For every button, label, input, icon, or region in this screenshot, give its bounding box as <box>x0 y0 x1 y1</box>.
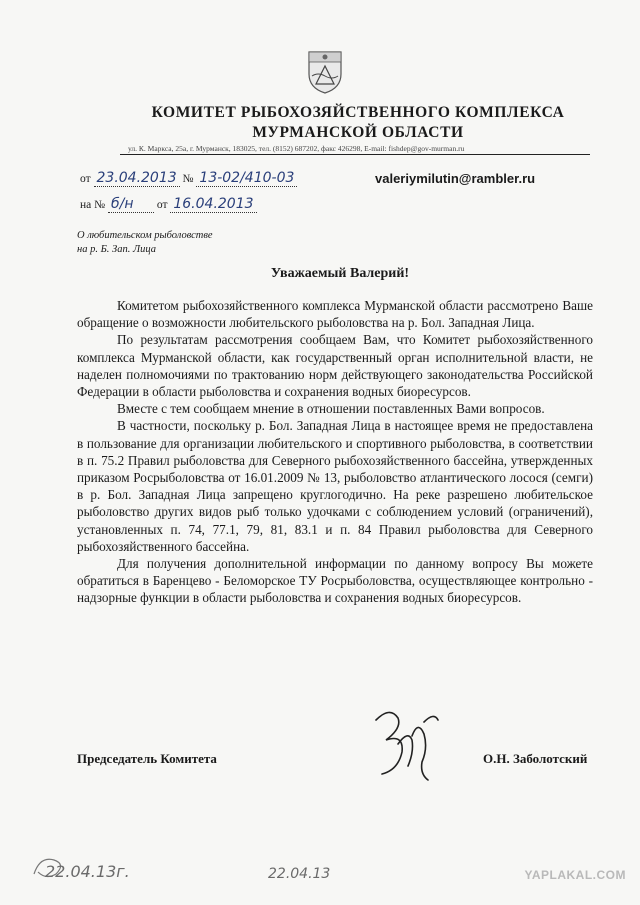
reference-registration <box>80 196 257 213</box>
watermark: YAPLAKAL.COM <box>524 868 626 882</box>
subject-line1: О любительском рыболовстве <box>77 230 213 241</box>
header-divider <box>120 154 590 155</box>
handwritten-note-receipt: 22.04.13г. <box>45 862 130 881</box>
letter-subject <box>77 229 213 257</box>
subject-line2: на р. Б. Зап. Лица <box>77 244 156 255</box>
signatory-title: Председатель Комитета <box>77 751 217 766</box>
recipient-email: valeriymilutin@rambler.ru <box>375 171 536 186</box>
paragraph: По результатам рассмотрения сообщаем Вам, что Комитет рыбохозяйственного комплекса Мурманской области, как государственный орган исполнительной власти, не наделен полномочиями по трактованию норм действующего законодательства Российской Федерации в области рыболовства и сохранения водных биоресурсов. <box>77 332 593 400</box>
letter-body <box>77 297 593 607</box>
handwritten-note-date: 22.04.13 <box>268 866 331 882</box>
ref-number: б/н <box>108 196 154 213</box>
signatory-name: О.Н. Заболотский <box>483 751 588 766</box>
coat-of-arms-icon <box>306 48 344 94</box>
organization-address: ул. К. Маркса, 25а, г. Мурманск, 183025, тел. (8152) 687202, факс 426298, E-mail: fishdep@gov-murman.ru <box>128 144 465 153</box>
ref-label: на № <box>80 199 106 211</box>
ref-from-label: от <box>156 199 168 211</box>
paragraph: Вместе с тем сообщаем мнение в отношении поставленных Вами вопросов. <box>117 401 545 417</box>
outgoing-number: 13-02/410-03 <box>196 170 297 187</box>
outgoing-date: 23.04.2013 <box>94 170 180 187</box>
paragraph: В частности, поскольку р. Бол. Западная Лица в настоящее время не предоставлена в пользование для организации любительского и спортивного рыболовства, в соответствии в п. 75.2 Правил рыболовства для Северного рыбохозяйственного бассейна, утвержденных приказом Росрыболовства от 16.01.2009 № 13, рыболовство атлантического лосося (семги) в р. Бол. Западная Лица запрещено круглогодично. На реке разрешено любительское рыболовство других видов рыб только удочками с соблюдением условий (ограничений), установленных п. 74, 77.1, 79, 81, 83.1 и п. 84 Правил рыболовства для Северного рыбохозяйственного бассейна. <box>77 418 593 554</box>
paragraph: Комитетом рыбохозяйственного комплекса Мурманской области рассмотрено Ваше обращение о возможности любительского рыболовства на р. Бол. Западная Лица. <box>77 298 593 331</box>
organization-name-line2: МУРМАНСКОЙ ОБЛАСТИ <box>252 124 464 141</box>
paragraph: Для получения дополнительной информации по данному вопросу Вы можете обратиться в Баренцево - Беломорское ТУ Росрыболовства, осуществляющее контрольно - надзорные функции в области рыболовства и сохранения водных биоресурсов. <box>77 556 593 606</box>
handwritten-signature <box>368 700 443 785</box>
organization-name-line1: КОМИТЕТ РЫБОХОЗЯЙСТВЕННОГО КОМПЛЕКСА <box>151 104 565 121</box>
ref-date: 16.04.2013 <box>170 196 256 213</box>
number-label: № <box>182 173 194 185</box>
from-label: от <box>80 173 91 185</box>
greeting: Уважаемый Валерий! <box>270 266 410 281</box>
outgoing-registration <box>80 170 297 187</box>
